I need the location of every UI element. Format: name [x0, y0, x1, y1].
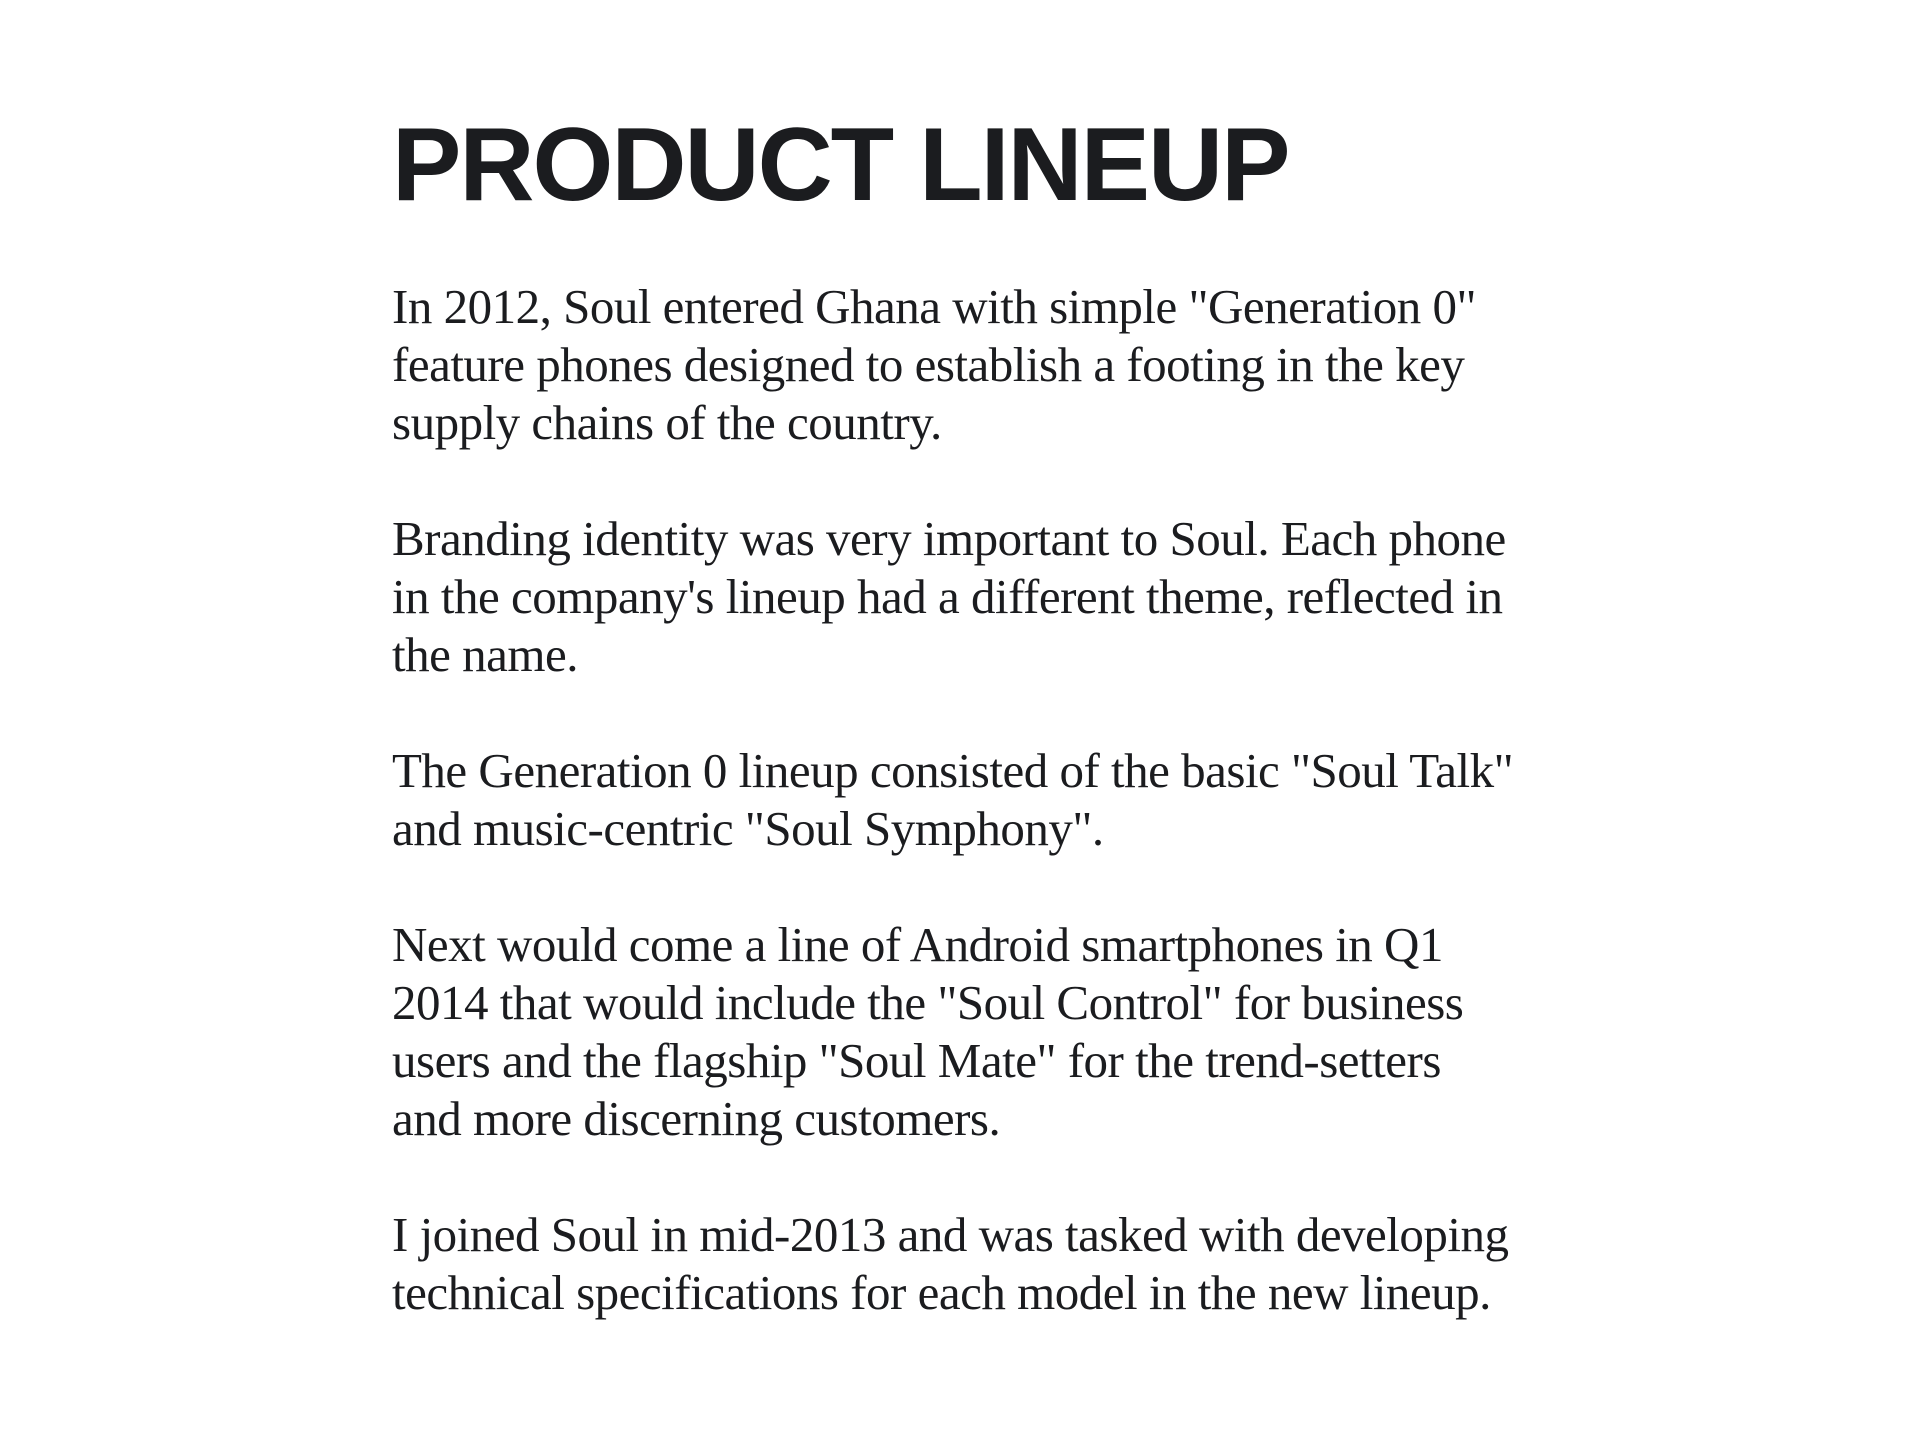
paragraph-intro: In 2012, Soul entered Ghana with simple "Generation 0" feature phones designed to establish a footing in the key supply chains of the country. [392, 279, 1476, 450]
product-lineup-section [392, 107, 1592, 1322]
paragraph-branding: Branding identity was very important to Soul. Each phone in the company's lineup had a different theme, reflected in the name. [392, 511, 1506, 682]
page-title: PRODUCT LINEUP [392, 107, 1289, 223]
paragraph-android-line: Next would come a line of Android smartphones in Q1 2014 that would include the "Soul Control" for business users and the flagship "Soul Mate" for the trend-setters and more discerning customers. [392, 917, 1464, 1146]
body-text [392, 278, 1592, 1322]
paragraph-generation-0: The Generation 0 lineup consisted of the basic "Soul Talk" and music-centric "Soul Symphony". [392, 743, 1514, 856]
paragraph-role: I joined Soul in mid-2013 and was tasked with developing technical specifications for each model in the new lineup. [392, 1207, 1509, 1320]
